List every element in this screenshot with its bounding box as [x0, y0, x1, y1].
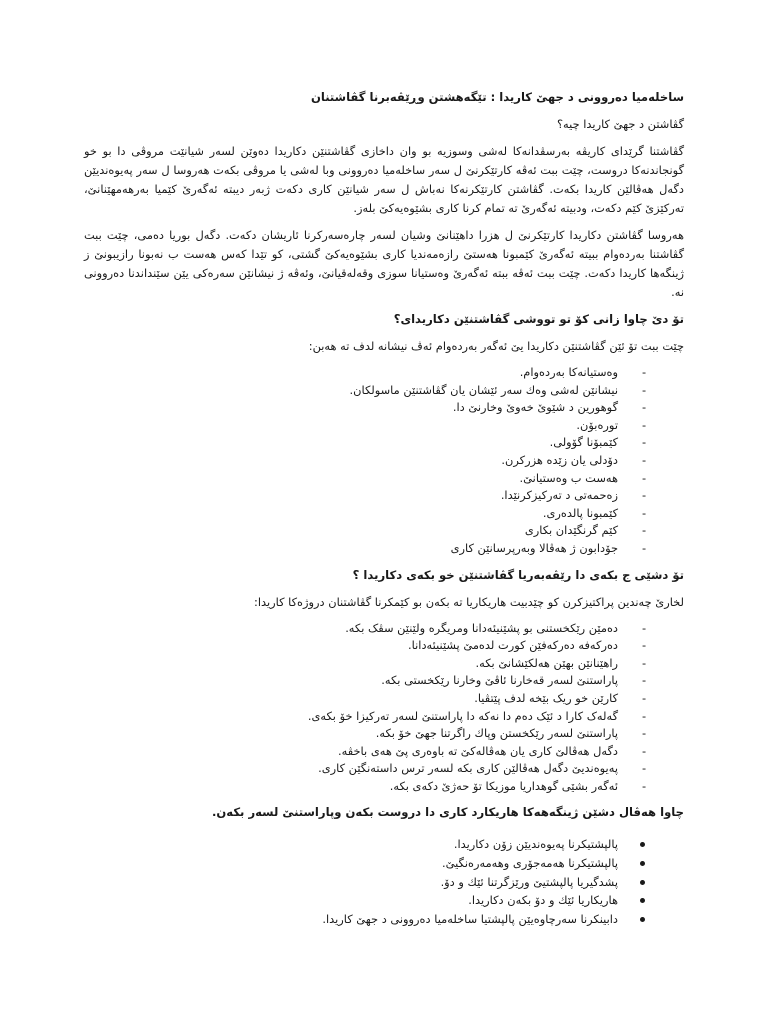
bullet-dash-icon: -: [641, 761, 647, 776]
list-item-text: وەستیانەكا بەردەوام.: [519, 365, 618, 379]
list-item: [84, 760, 684, 778]
bullet-dash-icon: -: [641, 673, 647, 688]
support-list: [84, 835, 684, 928]
list-item-text: دۆدلی یان زێدە هزركرن.: [501, 452, 618, 467]
bullet-dash-icon: -: [641, 488, 647, 503]
list-item: [84, 725, 684, 743]
list-item-text: دابینكرنا سەرچاوەیێن پالپشتیا ساخلەمیا دەروونی د جهێ كاریدا.: [322, 911, 618, 926]
list-item: [84, 620, 684, 638]
list-item: [84, 873, 684, 892]
list-item: [84, 487, 684, 505]
list-item-text: هاریكاریا ئێك و دۆ بكەن دكاریدا.: [468, 893, 618, 908]
bullet-dash-icon: -: [641, 452, 647, 467]
list-item-text: دەركەفە دەركەفێن كورت لدەمێ پشێنیئەدانا.: [408, 638, 618, 653]
list-item: [84, 835, 684, 854]
bullet-dot-icon: [636, 891, 648, 910]
bullet-dash-icon: -: [641, 365, 647, 379]
paragraph-2: هەروسا گڤاشتن دكاریدا كارتێكرنێ ل هزرا داهێنانێ وشیان لسەر چارەسەركرنا ئاریشان دكەت. دگەل بوریا دەمی، چێت ببت گڤاشتنا بەردەوام ببیتە ئەگەرێ كێمبونا هەستێ رازەمەندیا كاری بشێوەیەكێ گشتی، كو تێدا كەس هەست ب نەبونا رازیبونێ ز ژینگەها كاریدا دكەت. چێت ببت ئەڤە ببتە ئەگەرێ وەستیانا سوزی وقەلەقیانێ، وئەڤە ژ نیشانێن سەرەكی یێن سێنداندنا دەروونی نە.: [84, 228, 684, 299]
document-title: ساخلەمیا دەروونی د جهێ كاریدا : تێگەهشتن وڕێڤەبرنا گڤاشتنان: [310, 90, 684, 104]
section-heading-3: تۆ دشێی ج بكەی دا رێڤەبەریا گڤاشتنێن خو بكەی دكاریدا ؟: [352, 567, 684, 582]
list-item: [84, 743, 684, 761]
list-item: [84, 452, 684, 470]
list-item: [84, 470, 684, 488]
bullet-dash-icon: -: [641, 708, 647, 723]
list-item: [84, 434, 684, 452]
bullet-dot-icon: [636, 854, 648, 873]
bullet-dash-icon: -: [641, 690, 647, 705]
list-item: [84, 382, 684, 400]
list-item: [84, 891, 684, 910]
list-item-text: راهێنانێن بهێن هەلكێشانێ بكە.: [475, 655, 618, 670]
paragraph-1: گڤاشتنا گرێدای كاریڤە بەرسڤدانەكا لەشی وسوزیە بو وان داخازی گڤاشتنێن دكاریدا دەوێن لسەر شیانێت مروڤی دا بو خو گونجاندنەكا دروست، چێت ببت ئەڤە كارتێكرنێ ل سەر ساخلەمیا دەروونی وبا لەشی یا مروڤی بكەت هەروسا ل سەر پەیوەندیێن دگەل هەڤالێن كاریدا بكەت. گڤاشتن كارتێكرنەكا نەباش ل سەر شیانێن كاری دكەت ژبەر دیبتە ئەگەرێ كێمیا بەرهەمهێنانێ، تەركێزێ كێم دكەت، ودبیتە ئەگەرێ تە تمام كرنا كاری بشێوەیەكێ بلەز.: [84, 144, 684, 215]
bullet-dot-icon: [636, 873, 648, 892]
bullet-dash-icon: -: [641, 778, 647, 793]
bullet-dash-icon: -: [641, 505, 647, 520]
paragraph-4: لخارێ چەندین پراكتیزكرن كو چێدبیت هاریكاریا تە بكەن بو كێمكرنا گڤاشتنان دروژەكا كاریدا:: [254, 594, 684, 609]
list-item: [84, 690, 684, 708]
bullet-dash-icon: -: [641, 470, 647, 485]
list-item-text: دگەل هەڤالێ كاری یان هەڤالەكێ تە باوەری پێ هەی باخڤە.: [338, 743, 618, 758]
paragraph-3: چێت ببت تۆ ئێن گڤاشتنێن دكاریدا یێ ئەگەر بەردەوام ئەڤ نیشانە لدف تە هەبن:: [308, 339, 684, 353]
list-item: [84, 399, 684, 417]
list-item-text: تورەبۆن.: [576, 417, 618, 432]
bullet-dash-icon: -: [641, 382, 647, 397]
question-heading-1: گڤاشتن د جهێ كاریدا چیە؟: [557, 117, 684, 131]
section-heading-2: تۆ دێ چاوا زانی كۆ تو تووشی گڤاشتنێن دكاریدای؟: [393, 312, 684, 326]
section-heading-4: چاوا هەڤال دشێن ژینگەهەكا هاریكارد كاری دا دروست بكەن وپاراستنێ لسەر بكەن.: [211, 805, 684, 820]
list-item-text: پاراستنێ لسەر قەخارنا ئاڤێ وخارنا رێكخستی بكە.: [381, 673, 618, 688]
list-item-text: پالپشتیكرنا هەمەجۆری وهەمەرەنگیێ.: [441, 856, 618, 871]
bullet-dash-icon: -: [641, 620, 647, 635]
list-item-text: گەلەک كارا د ئێک دەم دا نەكە دا پاراستنێ لسەر تەركیزا خۆ بكەی.: [307, 708, 618, 723]
list-item-text: زەحمەتی د تەركیزكرنێدا.: [500, 488, 618, 503]
list-item: [84, 910, 684, 929]
list-item: [84, 637, 684, 655]
practices-list: [84, 620, 684, 796]
list-item-text: ئەگەر بشێی گوهداریا موزیكا تۆ حەژێ دكەی بكە.: [389, 778, 618, 793]
list-item: [84, 778, 684, 796]
bullet-dash-icon: -: [641, 523, 647, 538]
list-item-text: پەیوەندیێ دگەل هەڤالێن كاری بكە لسەر ترس داستەنگێن كاری.: [318, 761, 618, 776]
bullet-dash-icon: -: [641, 435, 647, 450]
list-item-text: پالپشتیكرنا پەیوەندیێن زۆن دكاریدا.: [453, 837, 618, 852]
bullet-dash-icon: -: [641, 638, 647, 653]
list-item-text: كێمبۆنا گۆولی.: [549, 435, 618, 450]
list-item: [84, 854, 684, 873]
list-item: [84, 655, 684, 673]
list-item: [84, 417, 684, 435]
list-item-text: كێم گرنگێدان بكاری: [524, 523, 618, 538]
list-item: [84, 364, 684, 382]
list-item: [84, 522, 684, 540]
list-item: [84, 540, 684, 558]
list-item-text: كێمبونا پالدەری.: [542, 505, 618, 520]
list-item-text: پشدگیریا پالپشتیێ ورێزگرتنا ئێك و دۆ.: [440, 874, 618, 889]
bullet-dash-icon: -: [641, 540, 647, 555]
list-item: [84, 672, 684, 690]
bullet-dash-icon: -: [641, 726, 647, 741]
symptoms-list: [84, 364, 684, 558]
list-item: [84, 708, 684, 726]
list-item-text: دەمێن رێكخستنی بو پشێنیئەدانا ومریگرە ولێنێن سڤک بكە.: [345, 620, 618, 635]
document-page: [84, 88, 684, 928]
bullet-dash-icon: -: [641, 400, 647, 415]
list-item-text: هەست ب وەستیانێ.: [519, 470, 618, 485]
bullet-dot-icon: [636, 910, 648, 929]
bullet-dash-icon: -: [641, 655, 647, 670]
bullet-dash-icon: -: [641, 417, 647, 432]
list-item: [84, 505, 684, 523]
bullet-dot-icon: [636, 835, 648, 854]
list-item-text: جۆدابون ژ هەڤالا وبەرپرسانێن كاری: [450, 540, 618, 555]
list-item-text: كارێن خو ریک بێخە لدف پێتڤیا.: [474, 690, 618, 705]
list-item-text: نیشانێن لەشی وەك سەر ئێشان یان گڤاشتنێن ماسولكان.: [349, 382, 618, 397]
list-item-text: گوهورین د شێوێ خەوێ وخارنێ دا.: [452, 400, 618, 415]
list-item-text: پاراستنێ لسەر رێكخستن وپاك راگرتنا جهێ خۆ بكە.: [375, 726, 618, 741]
bullet-dash-icon: -: [641, 743, 647, 758]
